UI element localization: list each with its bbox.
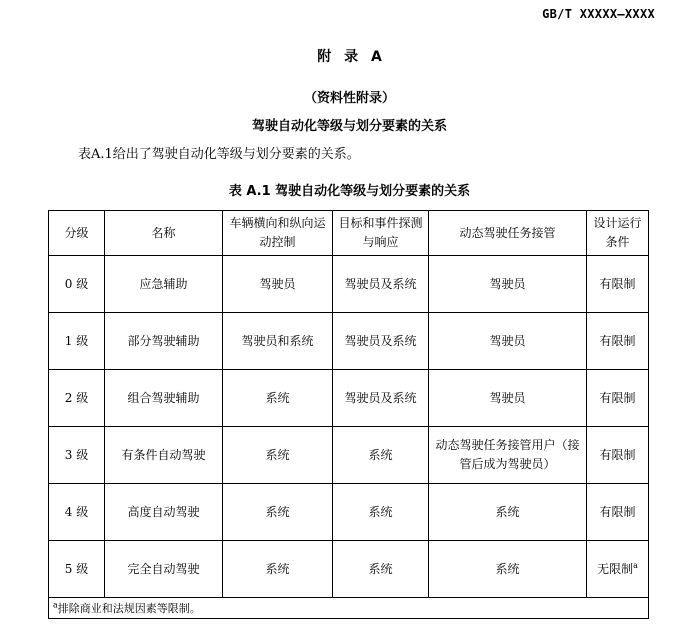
cell-odd-text: 无限制 [597, 561, 634, 576]
table-row [49, 370, 649, 427]
cell-motion-control: 系统 [223, 427, 333, 484]
cell-name: 部分驾驶辅助 [105, 313, 223, 370]
cell-motion-control: 驾驶员和系统 [223, 313, 333, 370]
cell-level: 3 级 [49, 427, 105, 484]
header-cell-oedr: 目标和事件探测与响应 [333, 211, 429, 256]
table-row [49, 541, 649, 598]
cell-motion-control: 驾驶员 [223, 256, 333, 313]
table-header-row [49, 211, 649, 256]
appendix-title: 附 录 A [317, 49, 382, 65]
footnote-marker-ref: a [633, 560, 638, 570]
cell-odd: 有限制 [587, 256, 649, 313]
cell-ddt-fallback: 系统 [429, 484, 587, 541]
table-row [49, 484, 649, 541]
cell-oedr: 系统 [333, 484, 429, 541]
header-cell-name: 名称 [105, 211, 223, 256]
cell-level: 0 级 [49, 256, 105, 313]
cell-oedr: 驾驶员及系统 [333, 313, 429, 370]
cell-level: 5 级 [49, 541, 105, 598]
table-row [49, 427, 649, 484]
header-cell-ddt-fallback: 动态驾驶任务接管 [429, 211, 587, 256]
cell-oedr: 系统 [333, 427, 429, 484]
cell-oedr: 驾驶员及系统 [333, 256, 429, 313]
cell-ddt-fallback: 动态驾驶任务接管用户（接管后成为驾驶员） [429, 427, 587, 484]
cell-ddt-fallback: 驾驶员 [429, 370, 587, 427]
standard-code: GB/T XXXXX—XXXX [542, 7, 655, 21]
cell-odd: 有限制 [587, 370, 649, 427]
header-cell-odd: 设计运行条件 [587, 211, 649, 256]
cell-level: 2 级 [49, 370, 105, 427]
automation-levels-table [48, 210, 649, 619]
appendix-heading: 驾驶自动化等级与划分要素的关系 [251, 119, 447, 134]
cell-name: 高度自动驾驶 [105, 484, 223, 541]
cell-level: 4 级 [49, 484, 105, 541]
cell-oedr: 系统 [333, 541, 429, 598]
cell-odd: 有限制 [587, 427, 649, 484]
cell-motion-control: 系统 [223, 484, 333, 541]
cell-motion-control: 系统 [223, 370, 333, 427]
table-row [49, 256, 649, 313]
footnote-marker: a [53, 599, 58, 609]
table-footnote [49, 598, 649, 619]
table-caption: 表 A.1 驾驶自动化等级与划分要素的关系 [228, 184, 471, 199]
cell-name: 应急辅助 [105, 256, 223, 313]
footnote-text: 排除商业和法规因素等限制。 [57, 601, 201, 615]
table-footnote-row [49, 598, 649, 619]
cell-motion-control: 系统 [223, 541, 333, 598]
cell-name: 有条件自动驾驶 [105, 427, 223, 484]
intro-paragraph: 表A.1给出了驾驶自动化等级与划分要素的关系。 [78, 147, 360, 162]
cell-ddt-fallback: 驾驶员 [429, 313, 587, 370]
cell-name: 组合驾驶辅助 [105, 370, 223, 427]
cell-oedr: 驾驶员及系统 [333, 370, 429, 427]
appendix-type: （资料性附录） [303, 91, 395, 106]
header-cell-motion-control: 车辆横向和纵向运动控制 [223, 211, 333, 256]
header-cell-level: 分级 [49, 211, 105, 256]
cell-ddt-fallback: 系统 [429, 541, 587, 598]
cell-level: 1 级 [49, 313, 105, 370]
cell-ddt-fallback: 驾驶员 [429, 256, 587, 313]
table-row [49, 313, 649, 370]
cell-odd [587, 541, 649, 598]
cell-odd: 有限制 [587, 313, 649, 370]
cell-odd: 有限制 [587, 484, 649, 541]
cell-name: 完全自动驾驶 [105, 541, 223, 598]
